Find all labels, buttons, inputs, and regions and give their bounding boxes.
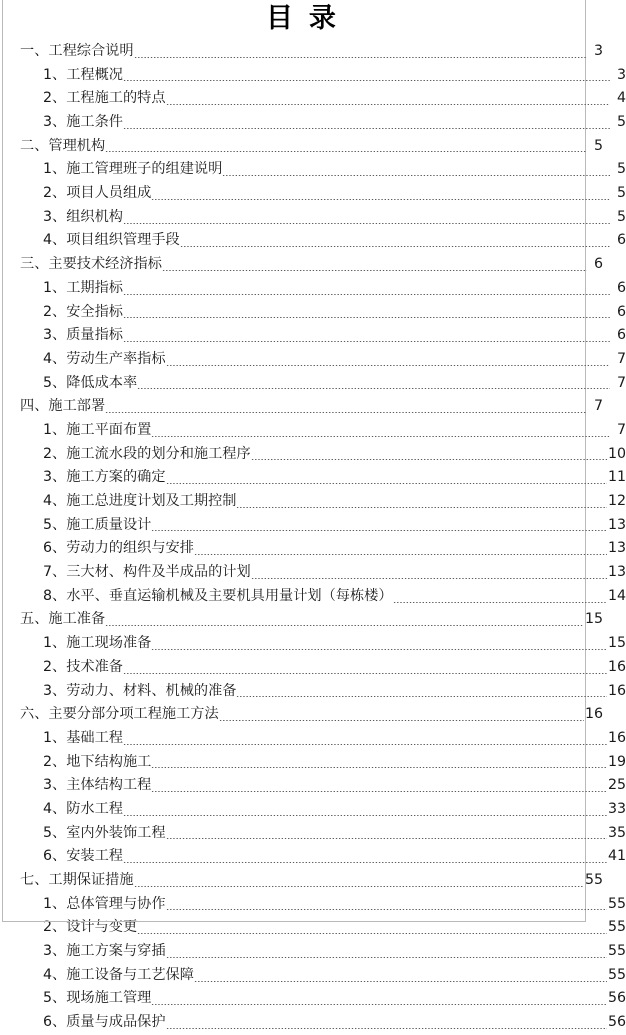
toc-entry-label: 2、设计与变更: [43, 919, 138, 936]
toc-entry-label: 3、劳动力、材料、机械的准备: [43, 682, 237, 699]
toc-entry[interactable]: [0, 372, 626, 396]
toc-entry-page-number: 10: [607, 445, 626, 462]
toc-entry-label: 2、施工流水段的划分和施工程序: [43, 445, 251, 462]
toc-entry-label: 3、施工方案的确定: [43, 469, 166, 486]
toc-dot-leader: [123, 324, 610, 348]
toc-dot-leader: [151, 988, 607, 1012]
toc-entry-page-number: 55: [584, 872, 603, 889]
toc-dot-leader: [166, 466, 607, 490]
toc-dot-leader: [236, 680, 606, 704]
toc-entry-page-number: 3: [593, 42, 603, 59]
toc-dot-leader: [222, 158, 610, 182]
toc-entry-page-number: 6: [616, 279, 626, 296]
toc-dot-leader: [251, 561, 607, 585]
toc-entry-label: 5、施工质量设计: [43, 516, 152, 533]
toc-entry-page-number: 25: [607, 777, 626, 794]
toc-entry-label: 一、工程综合说明: [20, 42, 134, 59]
toc-entry-page-number: 6: [593, 256, 603, 273]
toc-dot-leader: [166, 1011, 607, 1035]
toc-entry[interactable]: [0, 656, 626, 680]
toc-entry-page-number: 16: [607, 658, 626, 675]
toc-entry-label: 6、安装工程: [43, 848, 123, 865]
toc-entry-label: 1、基础工程: [43, 729, 123, 746]
toc-entry-page-number: 6: [616, 327, 626, 344]
toc-entry-label: 5、降低成本率: [43, 374, 138, 391]
toc-entry-label: 1、施工平面布置: [43, 421, 152, 438]
toc-dot-leader: [236, 490, 606, 514]
toc-entry-page-number: 13: [607, 540, 626, 557]
toc-dot-leader: [105, 395, 587, 419]
toc-entry[interactable]: [0, 774, 626, 798]
toc-dot-leader: [166, 822, 607, 846]
toc-dot-leader: [151, 751, 607, 775]
toc-entry-label: 1、工期指标: [43, 279, 123, 296]
toc-entry[interactable]: [0, 253, 603, 277]
toc-dot-leader: [134, 869, 584, 893]
toc-dot-leader: [137, 916, 607, 940]
toc-entry[interactable]: [0, 419, 626, 443]
toc-entry[interactable]: [0, 751, 626, 775]
toc-dot-leader: [151, 419, 610, 443]
toc-entry-page-number: 15: [607, 635, 626, 652]
toc-entry-label: 3、主体结构工程: [43, 777, 152, 794]
page-title: 目 录: [265, 3, 340, 34]
toc-entry[interactable]: [0, 940, 626, 964]
toc-entry-page-number: 33: [607, 800, 626, 817]
toc-entry[interactable]: [0, 964, 626, 988]
toc-entry[interactable]: [0, 301, 626, 325]
toc-dot-leader: [151, 774, 607, 798]
toc-entry-label: 6、劳动力的组织与安排: [43, 540, 194, 557]
toc-dot-leader: [123, 798, 607, 822]
toc-entry-page-number: 7: [616, 350, 626, 367]
toc-entry-label: 2、项目人员组成: [43, 185, 152, 202]
toc-dot-leader: [166, 348, 610, 372]
toc-entry-page-number: 11: [607, 469, 626, 486]
toc-entry[interactable]: [0, 443, 626, 467]
toc-dot-leader: [123, 111, 610, 135]
toc-entry[interactable]: [0, 609, 603, 633]
toc-entry[interactable]: [0, 537, 626, 561]
toc-dot-leader: [393, 585, 607, 609]
toc-entry[interactable]: [0, 40, 603, 64]
toc-dot-leader: [194, 964, 607, 988]
toc-entry[interactable]: [0, 893, 626, 917]
toc-dot-leader: [194, 537, 607, 561]
toc-entry[interactable]: [0, 845, 626, 869]
toc-entry-label: 4、施工总进度计划及工期控制: [43, 493, 237, 510]
toc-entry-page-number: 55: [607, 895, 626, 912]
toc-entry-page-number: 7: [593, 398, 603, 415]
toc-entry-page-number: 55: [607, 966, 626, 983]
toc-dot-leader: [123, 301, 610, 325]
toc-entry-label: 1、工程概况: [43, 66, 123, 83]
toc-entry-label: 3、施工条件: [43, 114, 123, 131]
toc-dot-leader: [137, 372, 610, 396]
toc-entry-page-number: 19: [607, 753, 626, 770]
table-of-contents: [0, 40, 626, 1035]
toc-entry-page-number: 5: [616, 208, 626, 225]
toc-entry[interactable]: [0, 561, 626, 585]
toc-entry[interactable]: [0, 680, 626, 704]
toc-entry-label: 4、施工设备与工艺保障: [43, 966, 194, 983]
toc-dot-leader: [123, 64, 610, 88]
toc-entry-page-number: 56: [607, 990, 626, 1007]
toc-entry-label: 二、管理机构: [20, 137, 106, 154]
toc-entry[interactable]: [0, 324, 626, 348]
toc-dot-leader: [162, 253, 587, 277]
toc-dot-leader: [123, 727, 607, 751]
toc-entry-label: 7、三大材、构件及半成品的计划: [43, 564, 251, 581]
toc-entry-page-number: 16: [607, 682, 626, 699]
toc-entry-page-number: 5: [616, 185, 626, 202]
toc-entry-page-number: 35: [607, 824, 626, 841]
toc-entry[interactable]: [0, 988, 626, 1012]
toc-entry-page-number: 5: [616, 161, 626, 178]
toc-entry[interactable]: [0, 490, 626, 514]
toc-dot-leader: [166, 87, 610, 111]
toc-entry-label: 四、施工部署: [20, 398, 106, 415]
toc-entry-label: 2、地下结构施工: [43, 753, 152, 770]
toc-entry-label: 8、水平、垂直运输机械及主要机具用量计划（每栋楼）: [43, 587, 393, 604]
toc-entry-label: 2、工程施工的特点: [43, 90, 166, 107]
toc-entry[interactable]: [0, 230, 626, 254]
toc-entry-page-number: 6: [616, 303, 626, 320]
toc-dot-leader: [151, 632, 607, 656]
toc-entry[interactable]: [0, 727, 626, 751]
toc-entry-page-number: 7: [616, 421, 626, 438]
toc-entry-page-number: 56: [607, 1014, 626, 1031]
toc-dot-leader: [180, 230, 610, 254]
toc-entry[interactable]: [0, 277, 626, 301]
toc-dot-leader: [151, 514, 607, 538]
toc-entry[interactable]: [0, 1011, 626, 1035]
toc-entry-label: 5、现场施工管理: [43, 990, 152, 1007]
toc-dot-leader: [166, 940, 607, 964]
toc-entry[interactable]: [0, 869, 603, 893]
toc-entry-page-number: 16: [607, 729, 626, 746]
toc-entry[interactable]: [0, 822, 626, 846]
toc-entry-page-number: 16: [584, 706, 603, 723]
toc-dot-leader: [251, 443, 607, 467]
toc-entry-page-number: 13: [607, 564, 626, 581]
toc-entry-label: 2、技术准备: [43, 658, 123, 675]
toc-entry[interactable]: [0, 111, 626, 135]
toc-entry[interactable]: [0, 585, 626, 609]
toc-entry-label: 5、室内外装饰工程: [43, 824, 166, 841]
toc-entry-page-number: 55: [607, 919, 626, 936]
toc-entry-label: 1、总体管理与协作: [43, 895, 166, 912]
toc-dot-leader: [123, 277, 610, 301]
toc-entry-label: 3、质量指标: [43, 327, 123, 344]
toc-entry-label: 1、施工现场准备: [43, 635, 152, 652]
toc-entry[interactable]: [0, 158, 626, 182]
toc-dot-leader: [166, 893, 607, 917]
toc-entry[interactable]: [0, 64, 626, 88]
toc-entry-label: 4、防水工程: [43, 800, 123, 817]
toc-entry-page-number: 5: [616, 114, 626, 131]
toc-entry-label: 1、施工管理班子的组建说明: [43, 161, 223, 178]
toc-dot-leader: [219, 703, 584, 727]
toc-entry-page-number: 41: [607, 848, 626, 865]
toc-entry[interactable]: [0, 703, 603, 727]
toc-entry-page-number: 13: [607, 516, 626, 533]
toc-entry[interactable]: [0, 632, 626, 656]
toc-entry[interactable]: [0, 206, 626, 230]
toc-entry-label: 2、安全指标: [43, 303, 123, 320]
toc-entry[interactable]: [0, 466, 626, 490]
toc-entry-label: 4、项目组织管理手段: [43, 232, 180, 249]
toc-entry[interactable]: [0, 182, 626, 206]
toc-dot-leader: [105, 609, 584, 633]
toc-entry[interactable]: [0, 916, 626, 940]
toc-entry[interactable]: [0, 135, 603, 159]
toc-entry-label: 五、施工准备: [20, 611, 106, 628]
toc-entry-label: 3、施工方案与穿插: [43, 943, 166, 960]
toc-entry[interactable]: [0, 87, 626, 111]
toc-entry-label: 4、劳动生产率指标: [43, 350, 166, 367]
toc-entry-page-number: 6: [616, 232, 626, 249]
toc-entry-label: 三、主要技术经济指标: [20, 256, 162, 273]
toc-entry-page-number: 14: [607, 587, 626, 604]
toc-dot-leader: [123, 206, 610, 230]
toc-entry-page-number: 4: [616, 90, 626, 107]
toc-entry-page-number: 12: [607, 493, 626, 510]
toc-entry-label: 七、工期保证措施: [20, 872, 134, 889]
toc-entry-page-number: 5: [593, 137, 603, 154]
toc-dot-leader: [123, 656, 607, 680]
toc-dot-leader: [105, 135, 587, 159]
toc-dot-leader: [134, 40, 587, 64]
toc-dot-leader: [151, 182, 610, 206]
toc-entry[interactable]: [0, 395, 603, 419]
toc-entry-page-number: 15: [584, 611, 603, 628]
toc-entry-label: 6、质量与成品保护: [43, 1014, 166, 1031]
toc-entry[interactable]: [0, 514, 626, 538]
toc-entry-label: 3、组织机构: [43, 208, 123, 225]
toc-dot-leader: [123, 845, 607, 869]
toc-entry[interactable]: [0, 798, 626, 822]
toc-entry-page-number: 55: [607, 943, 626, 960]
toc-entry-label: 六、主要分部分项工程施工方法: [20, 706, 219, 723]
toc-entry-page-number: 7: [616, 374, 626, 391]
toc-entry-page-number: 3: [616, 66, 626, 83]
toc-entry[interactable]: [0, 348, 626, 372]
